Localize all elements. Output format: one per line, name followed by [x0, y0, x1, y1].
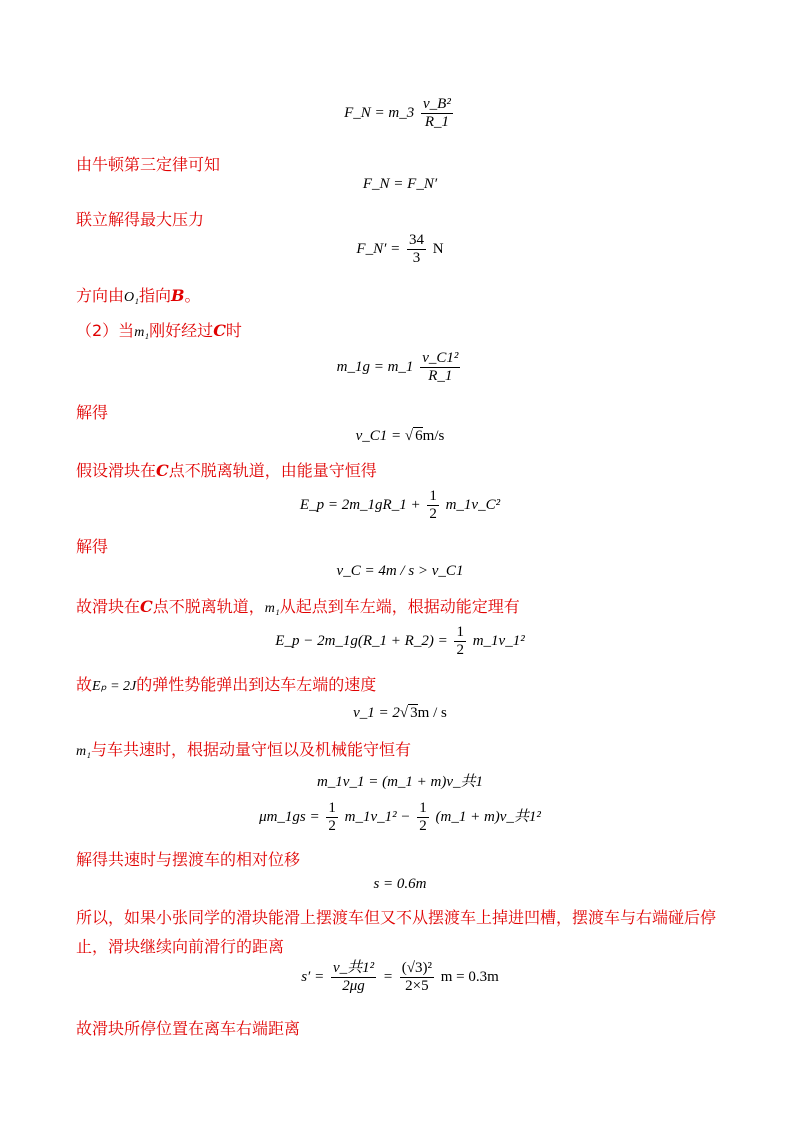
t4-point-c: C [213, 321, 226, 340]
eq11-fraction-2 [417, 800, 429, 836]
eq4-num: v_C1² [420, 350, 460, 368]
equation-momentum: m_1v_1 = (m_1 + m)v_共1 [316, 774, 484, 790]
eq13-fraction-2 [400, 960, 434, 996]
eq1-num: v_B² [421, 96, 453, 114]
t9-end: 的弹性势能弹出到达车左端的速度 [136, 675, 377, 694]
text-final-position: 故滑块所停位置在离车右端距离 [76, 1019, 301, 1038]
t9-pre: 故 [76, 675, 93, 694]
eq5-lhs: v_C1 = √ [355, 428, 414, 444]
eq6-rhs: m_1v_C² [445, 497, 501, 514]
text-energy-assumption [76, 458, 377, 481]
eq8-den: 2 [456, 642, 464, 659]
eq1-lhs: F_N = m_3 [344, 105, 415, 122]
t10-symbol: m₁ [76, 744, 91, 759]
eq4-fraction [420, 350, 460, 386]
t4-end: 时 [225, 321, 242, 340]
eq8-num: 1 [454, 624, 466, 642]
t4-mid: 刚好经过 [149, 321, 214, 340]
eq13-num2: (√3)² [400, 960, 434, 978]
eq13-num: v_共1² [331, 960, 376, 978]
equation-normal-force [0, 96, 800, 132]
text-kinetic-theorem [76, 594, 520, 617]
eq11-num: 1 [326, 800, 338, 818]
t4-symbol: m₁ [134, 325, 150, 340]
eq13-den: 2μg [342, 978, 365, 995]
eq9-lhs: v_1 = 2√ [353, 705, 409, 721]
equation-v1 [0, 705, 800, 722]
eq1-fraction [421, 96, 453, 132]
eq6-num: 1 [427, 488, 439, 506]
eq8-rhs: m_1v_1² [472, 633, 525, 650]
eq4-den: R_1 [428, 368, 453, 385]
eq6-fraction [427, 488, 439, 524]
t6-pre: 假设滑块在 [76, 461, 157, 480]
t3-point-b: B [171, 286, 185, 305]
eq13-fraction-1 [331, 960, 376, 996]
t3-symbol: O₁ [124, 290, 139, 305]
eq9-radicand: 3 [410, 705, 418, 721]
eq6-lhs: E_p = 2m_1gR_1 + [299, 497, 421, 514]
eq3-fraction [407, 232, 426, 268]
eq1-den: R_1 [424, 114, 450, 131]
text-solve-2: 解得 [76, 537, 109, 556]
t8-pre: 故滑块在 [76, 597, 141, 616]
text-elastic-energy [76, 672, 376, 695]
t8-symbol: m₁ [264, 601, 280, 616]
eq3-unit: N [432, 241, 444, 258]
t8-point-c: C [140, 597, 153, 616]
eq9-unit: m / s [417, 705, 447, 721]
eq8-fraction [454, 624, 466, 660]
text-direction [76, 283, 201, 306]
equation-mechanical-energy [0, 800, 800, 836]
equation-s: s = 0.6m [373, 876, 427, 892]
eq13-den2: 2×5 [405, 978, 429, 995]
eq11-num2: 1 [417, 800, 429, 818]
eq5-unit: m/s [422, 428, 445, 444]
t6-point-c: C [156, 461, 169, 480]
text-momentum-conservation [76, 737, 411, 760]
text-part2-intro [76, 318, 242, 341]
eq8-lhs: E_p − 2m_1g(R_1 + R_2) = [275, 633, 448, 650]
eq11-lhs: μm_1gs = [259, 809, 320, 826]
t3-pre: 方向由 [76, 286, 125, 305]
equation-work-energy [0, 624, 800, 660]
eq13-lhs: s′ = [301, 969, 325, 986]
eq13-eq: = [382, 969, 393, 986]
t3-mid: 指向 [139, 286, 172, 305]
equation-newton-third: F_N = F_N′ [362, 176, 438, 192]
t8-end: 从起点到车左端，根据动能定理有 [279, 597, 520, 616]
t4-pre: （2）当 [76, 321, 135, 340]
eq3-lhs: F_N′ = [356, 241, 401, 258]
t3-end: 。 [184, 286, 201, 305]
equation-max-force [0, 232, 800, 268]
text-max-pressure: 联立解得最大压力 [76, 210, 205, 229]
text-conclusion-2: 止，滑块继续向前滑行的距离 [76, 937, 285, 956]
equation-vc: v_C = 4m / s > v_C1 [336, 563, 464, 579]
equation-vc1 [0, 428, 800, 445]
eq11-fraction-1 [326, 800, 338, 836]
eq11-rhs: (m_1 + m)v_共1² [435, 809, 541, 826]
text-conclusion-1: 所以，如果小张同学的滑块能滑上摆渡车但又不从摆渡车上掉进凹槽，摆渡车与右端碰后停 [76, 908, 717, 927]
eq3-den: 3 [412, 250, 421, 267]
eq6-den: 2 [429, 506, 437, 523]
equation-energy-conservation [0, 488, 800, 524]
t9-symbol: Eₚ = 2J [92, 679, 137, 694]
t10-end: 与车共速时，根据动量守恒以及机械能守恒有 [90, 740, 411, 759]
eq5-radicand: 6 [415, 428, 423, 444]
equation-s-prime [0, 960, 800, 996]
eq13-rhs: m = 0.3m [440, 969, 499, 986]
eq11-mid: m_1v_1² − [344, 809, 411, 826]
eq11-den: 2 [328, 818, 336, 835]
text-newton-third-law: 由牛顿第三定律可知 [76, 155, 221, 174]
eq11-den2: 2 [419, 818, 427, 835]
text-solve-1: 解得 [76, 403, 109, 422]
text-relative-displacement: 解得共速时与摆渡车的相对位移 [76, 850, 301, 869]
t8-mid: 点不脱离轨道， [152, 597, 265, 616]
equation-critical-speed [0, 350, 800, 386]
eq4-lhs: m_1g = m_1 [336, 359, 414, 376]
eq3-num: 34 [407, 232, 426, 250]
t6-end: 点不脱离轨道，由能量守恒得 [168, 461, 377, 480]
